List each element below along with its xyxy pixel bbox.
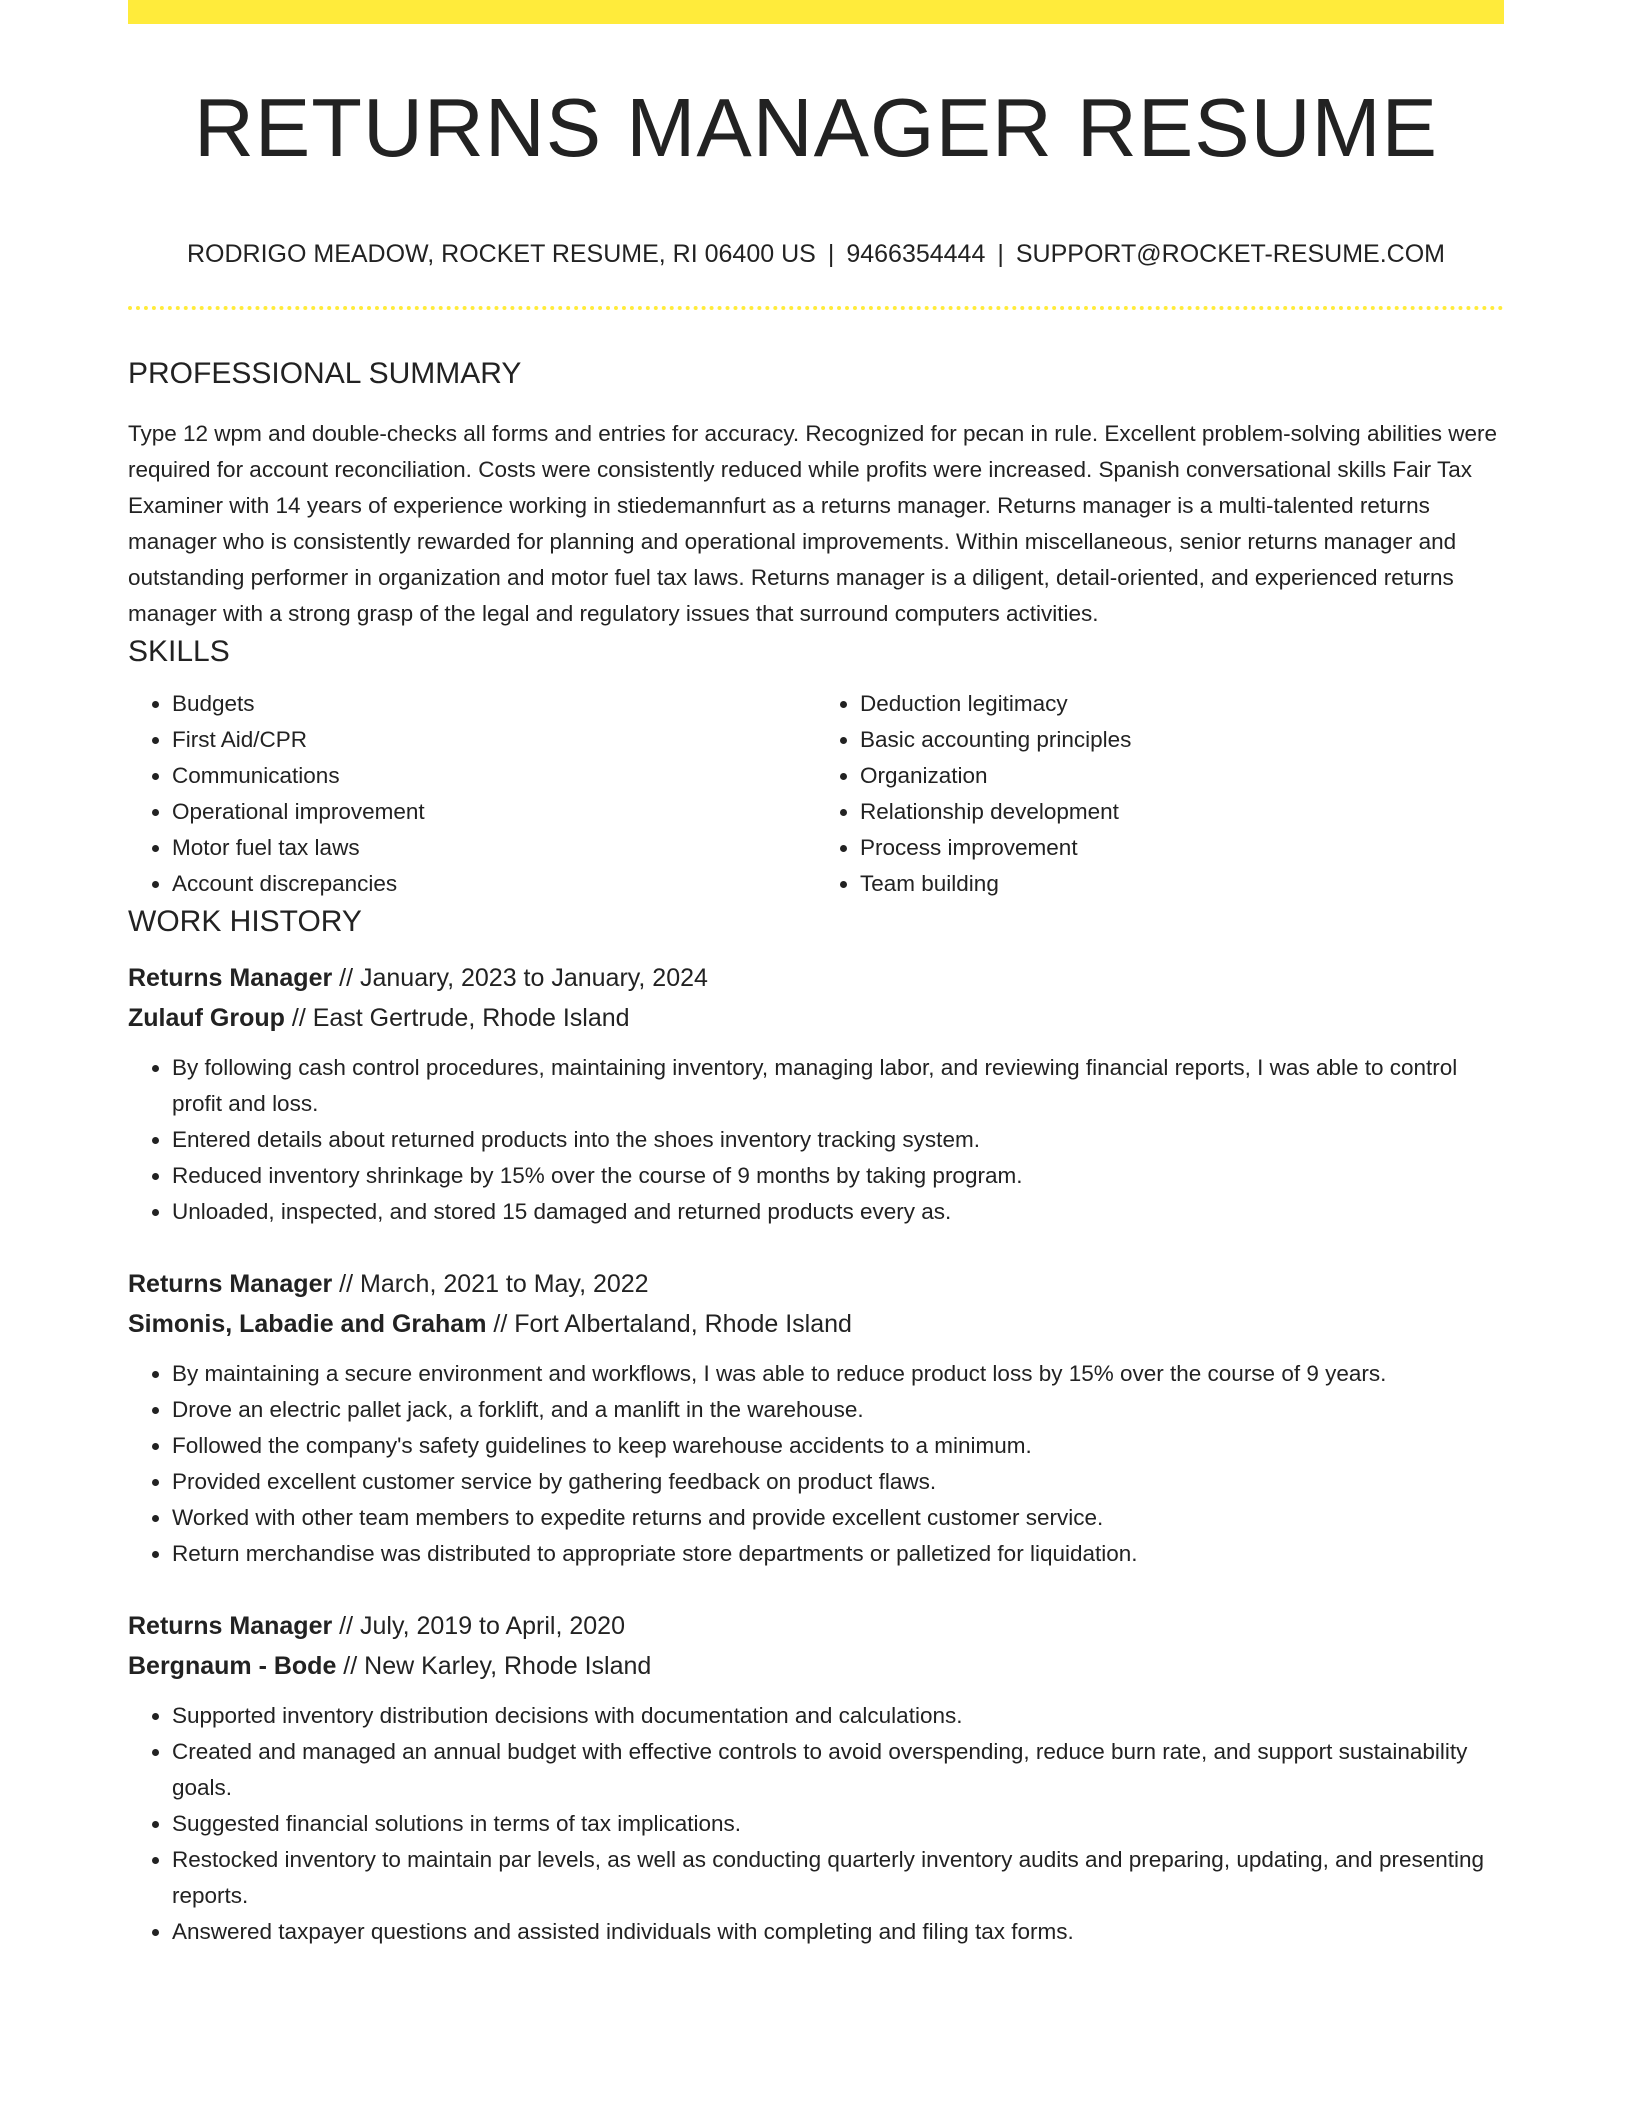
job-bullet: • Entered details about returned products into the shoes inventory tracking system. — [172, 1122, 1504, 1158]
skill-item: • Process improvement — [860, 830, 1504, 866]
skill-item: • Team building — [860, 866, 1504, 902]
job-bullet: • Worked with other team members to expedite returns and provide excellent customer service. — [172, 1500, 1504, 1536]
job-title: Returns Manager — [128, 1612, 333, 1640]
job-bullet: • Answered taxpayer questions and assisted individuals with completing and filing tax forms. — [172, 1914, 1504, 1950]
job-bullet: • Created and managed an annual budget with effective controls to avoid overspending, reduce burn rate, and support sustainability goals. — [172, 1734, 1504, 1806]
job-bullet: • Return merchandise was distributed to appropriate store departments or palletized for liquidation. — [172, 1536, 1504, 1572]
skill-item: • Budgets — [172, 686, 816, 722]
summary-heading: PROFESSIONAL SUMMARY — [128, 357, 522, 390]
job-bullet: • Unloaded, inspected, and stored 15 damaged and returned products every as. — [172, 1194, 1504, 1230]
job-title-line — [128, 958, 1504, 998]
job-bullet: • By following cash control procedures, maintaining inventory, managing labor, and reviewing financial reports, I was able to control profit and loss. — [172, 1050, 1504, 1122]
job-bullet: • By maintaining a secure environment and workflows, I was able to reduce product loss by 15% over the course of 9 years. — [172, 1356, 1504, 1392]
resume-title: RETURNS MANAGER RESUME — [193, 81, 1439, 174]
job-title: Returns Manager — [128, 1270, 333, 1298]
job-company-line — [128, 998, 1504, 1038]
skills-list — [128, 686, 1504, 902]
job-dates: // July, 2019 to April, 2020 — [332, 1612, 625, 1640]
job-title-line — [128, 1606, 1504, 1646]
contact-phone: 9466354444 — [846, 240, 986, 268]
job-company: Bergnaum - Bode — [128, 1652, 337, 1680]
contact-address: RODRIGO MEADOW, ROCKET RESUME, RI 06400 US — [186, 240, 816, 268]
skill-item: • Communications — [172, 758, 816, 794]
job-company: Simonis, Labadie and Graham — [128, 1310, 487, 1338]
job-location: // Fort Albertaland, Rhode Island — [486, 1310, 852, 1338]
skills-heading: SKILLS — [128, 635, 230, 668]
job-bullet: • Provided excellent customer service by gathering feedback on product flaws. — [172, 1464, 1504, 1500]
skill-item: • Organization — [860, 758, 1504, 794]
job-bullets — [128, 1356, 1504, 1572]
job-bullets — [128, 1698, 1504, 1950]
skill-item: • Basic accounting principles — [860, 722, 1504, 758]
skill-item: • Account discrepancies — [172, 866, 816, 902]
skill-item: • Motor fuel tax laws — [172, 830, 816, 866]
contact-separator: | — [827, 240, 835, 268]
job-location: // East Gertrude, Rhode Island — [284, 1004, 630, 1032]
skill-item: • Relationship development — [860, 794, 1504, 830]
job-bullet: • Reduced inventory shrinkage by 15% over the course of 9 months by taking program. — [172, 1158, 1504, 1194]
accent-bar — [128, 0, 1504, 24]
skills-column-right — [816, 686, 1504, 902]
job-entry — [128, 1606, 1504, 1950]
job-company-line — [128, 1304, 1504, 1344]
job-bullet: • Supported inventory distribution decisions with documentation and calculations. — [172, 1698, 1504, 1734]
job-bullet: • Suggested financial solutions in terms of tax implications. — [172, 1806, 1504, 1842]
job-bullet: • Restocked inventory to maintain par levels, as well as conducting quarterly inventory audits and preparing, updating, and presenting reports. — [172, 1842, 1504, 1914]
job-bullet: • Drove an electric pallet jack, a forklift, and a manlift in the warehouse. — [172, 1392, 1504, 1428]
job-bullet: • Followed the company's safety guidelines to keep warehouse accidents to a minimum. — [172, 1428, 1504, 1464]
job-company: Zulauf Group — [128, 1004, 285, 1032]
job-bullets — [128, 1050, 1504, 1230]
summary-text: Type 12 wpm and double-checks all forms and entries for accuracy. Recognized for pecan in rule. Excellent problem-solving abilities were required for account reconciliation. Costs were consistently reduced while profits were increased. Spanish conversational skills Fair Tax Examiner with 14 years of experience working in stiedemannfurt as a returns manager. Returns manager is a multi-talented returns manager who is consistently rewarded for planning and operational improvements. Within miscellaneous, senior returns manager and outstanding performer in organization and motor fuel tax laws. Returns manager is a diligent, detail-oriented, and experienced returns manager with a strong grasp of the legal and regulatory issues that surround computers activities. — [128, 421, 1498, 626]
contact-separator: | — [997, 240, 1004, 268]
job-title-line — [128, 1264, 1504, 1304]
contact-line — [128, 236, 1504, 272]
job-dates: // March, 2021 to May, 2022 — [332, 1270, 649, 1298]
skill-item: • Deduction legitimacy — [860, 686, 1504, 722]
work-history-heading: WORK HISTORY — [128, 905, 362, 938]
dotted-divider — [128, 306, 1504, 310]
contact-email: SUPPORT@ROCKET-RESUME.COM — [1015, 240, 1446, 268]
job-company-line — [128, 1646, 1504, 1686]
job-dates: // January, 2023 to January, 2024 — [332, 964, 708, 992]
job-entry — [128, 958, 1504, 1230]
job-entry — [128, 1264, 1504, 1572]
resume-content — [128, 354, 1504, 1950]
skill-item: • Operational improvement — [172, 794, 816, 830]
skill-item: • First Aid/CPR — [172, 722, 816, 758]
job-title: Returns Manager — [128, 964, 333, 992]
skills-column-left — [128, 686, 816, 902]
job-location: // New Karley, Rhode Island — [336, 1652, 652, 1680]
